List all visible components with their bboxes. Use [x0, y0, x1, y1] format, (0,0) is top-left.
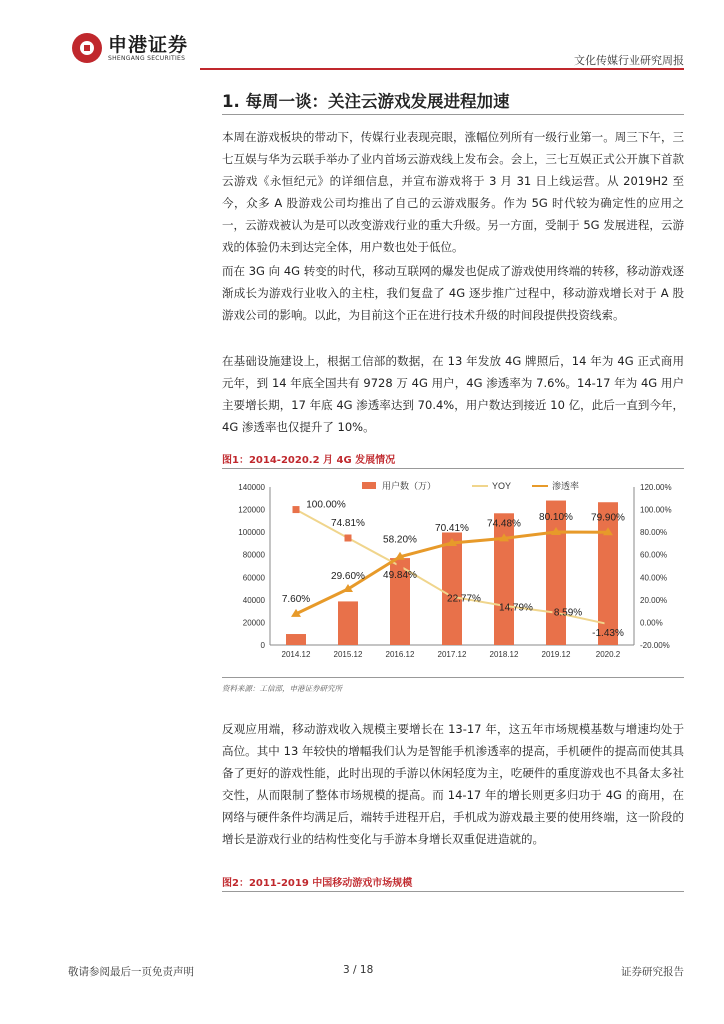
y-left-tick-label: 140000 [238, 483, 265, 492]
y-left-tick-label: 80000 [242, 550, 265, 560]
heading-divider [222, 114, 684, 115]
paragraph-4: 反观应用端，移动游戏收入规模主要增长在 13-17 年，这五年市场规模基数与增速均处于高位。其中 13 年较快的增幅我们认为是智能手机渗透率的提高，手机硬件的提高而使其具备了更好的游戏性能，此时出现的手游以休闲轻度为主，吃硬件的重度游戏也不具备太多社交性，从而限制了整体市场规模的提高。而 14-17 年的增长则更多归功于 4G 的商用，在网络与硬件条件均满足后，端转手进程开启，手机成为游戏最主要的使用终端，这一阶段的增长是游戏行业的结构性变化与手游本身增长双重促进造就的。 [222, 722, 684, 846]
yoy-data-label: 14.79% [499, 602, 533, 614]
y-right-tick-label: 100.00% [640, 505, 672, 515]
logo-emblem-icon [72, 33, 102, 63]
paragraph-1: 本周在游戏板块的带动下，传媒行业表现亮眼，涨幅位列所有一级行业第一。周三下午，三七互娱与华为云联手举办了业内首场云游戏线上发布会。会上，三七互娱正式公开旗下首款云游戏《永恒纪元》的详细信息，并宣布游戏将于 3 月 31 日上线运营。从 2019H2 至今，众多 A 股游戏公司均推出了自己的云游戏服务。作为 5G 时代较为确定性的应用之一，云游戏被认为是可以改变游戏行业的重大升级。另一方面，受制于 5G 发展进程，云游戏的体验仍未到达完全体，用户数也处于低位。 [222, 130, 684, 254]
x-tick-label: 2014.12 [281, 650, 311, 659]
y-right-tick-label: 60.00% [640, 550, 668, 560]
yoy-marker [293, 506, 300, 513]
y-left-tick-label: 120000 [238, 505, 265, 515]
section-heading: 1. 每周一谈：关注云游戏发展进程加速 [222, 92, 510, 111]
yoy-data-label: 74.81% [331, 518, 365, 530]
figure1-title: 图1：2014-2020.2 月 4G 发展情况 [222, 455, 396, 466]
legend-label: 用户数（万） [382, 481, 437, 491]
figure2-top-rule [222, 891, 684, 892]
y-right-tick-label: 120.00% [640, 483, 672, 492]
report-type-label: 文化传媒行业研究周报 [574, 54, 684, 67]
x-tick-label: 2015.12 [333, 650, 363, 659]
y-right-tick-label: 80.00% [640, 528, 668, 538]
yoy-marker [397, 563, 404, 570]
penetration-data-label: 80.10% [539, 512, 573, 524]
paragraph-3: 在基础设施建设上，根据工信部的数据，在 13 年发放 4G 牌照后，14 年为 4G 正式商用元年，到 14 年底全国共有 9728 万 4G 用户，4G 渗透率为 7.6%。14-17 年为 4G 用户主要增长期，17 年底 4G 渗透率达到 70.4%，用户数达到接近 10 亿，此后一直到今年，4G 渗透率也仅提升了 10%。 [222, 354, 684, 434]
bar [338, 601, 358, 645]
x-tick-label: 2019.12 [541, 650, 571, 659]
figure1-top-rule [222, 468, 684, 469]
penetration-data-label: 29.60% [331, 571, 365, 583]
figure1-bottom-rule [222, 677, 684, 678]
yoy-marker [345, 535, 352, 542]
penetration-data-label: 7.60% [281, 593, 311, 605]
x-tick-label: 2018.12 [489, 650, 519, 659]
yoy-data-label: 22.77% [447, 593, 481, 605]
bar [286, 634, 306, 645]
bar [442, 532, 462, 645]
y-right-tick-label: 20.00% [640, 595, 668, 605]
legend-label: 渗透率 [552, 481, 580, 491]
penetration-data-label: 74.48% [487, 518, 521, 530]
logo-name-cn: 申港证券 [108, 33, 189, 56]
figure2-title: 图2：2011-2019 中国移动游戏市场规模 [222, 878, 413, 889]
penetration-data-label: 58.20% [383, 534, 417, 546]
footer-report-label: 证券研究报告 [621, 966, 684, 978]
penetration-data-label: 79.90% [591, 512, 625, 524]
bar [494, 513, 514, 645]
y-right-tick-label: 0.00% [640, 618, 663, 628]
figure1-source: 资料来源：工信部，申港证券研究所 [222, 684, 342, 693]
y-left-tick-label: 100000 [238, 528, 265, 538]
x-tick-label: 2020.2 [595, 650, 621, 659]
yoy-data-label: -1.43% [592, 628, 624, 640]
footer-page-number: 3 / 18 [343, 964, 374, 976]
y-left-tick-label: 20000 [242, 618, 265, 628]
x-tick-label: 2016.12 [385, 650, 415, 659]
penetration-data-label: 70.41% [435, 522, 469, 534]
y-left-tick-label: 40000 [242, 595, 265, 605]
company-logo [72, 33, 188, 63]
footer-disclaimer: 敬请参阅最后一页免责声明 [68, 966, 194, 978]
logo-name-en: SHENGANG SECURITIES [108, 54, 186, 62]
yoy-marker [605, 621, 612, 628]
yoy-data-label: 100.00% [306, 499, 346, 511]
y-left-tick-label: 0 [260, 641, 265, 650]
y-right-tick-label: -20.00% [640, 641, 670, 650]
4g-development-chart [222, 475, 692, 675]
header-divider [200, 68, 684, 70]
x-tick-label: 2017.12 [437, 650, 467, 659]
y-right-tick-label: 40.00% [640, 573, 668, 583]
y-left-tick-label: 60000 [242, 573, 265, 583]
yoy-data-label: 49.84% [383, 570, 417, 582]
paragraph-2: 而在 3G 向 4G 转变的时代，移动互联网的爆发也促成了游戏使用终端的转移，移动游戏逐渐成长为游戏行业收入的主柱，我们复盘了 4G 逐步推广过程中，移动游戏增长对于 A 股游戏公司的影响。以此，为目前这个正在进行技术升级的时间段提供投资线索。 [222, 264, 684, 322]
legend-label: YOY [492, 481, 512, 491]
yoy-data-label: 8.59% [553, 607, 583, 619]
legend-swatch [362, 482, 376, 489]
